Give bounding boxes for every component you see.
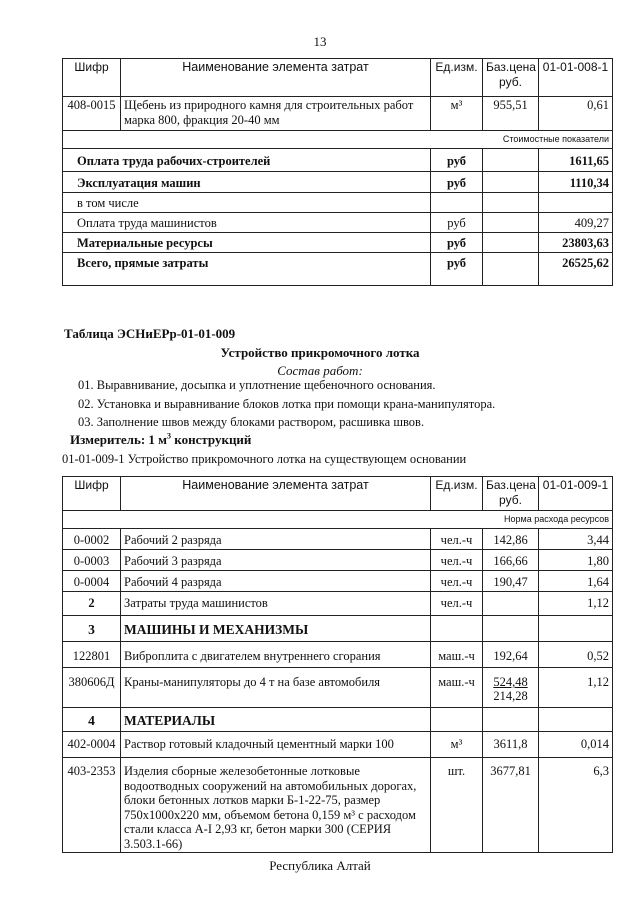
cost-row-operators (63, 213, 613, 233)
cost-unit: руб (431, 172, 483, 193)
row-name: Раствор готовый кладочный цементный марки 100 (121, 732, 431, 758)
table-title: Таблица ЭСНиЕРр-01-01-009 (64, 326, 236, 341)
row-unit: чел.-ч (431, 529, 483, 550)
header-norm: 01-01-009-1 (539, 477, 613, 511)
row-code: 408-0015 (63, 97, 121, 131)
cost-value: 23803,63 (539, 233, 613, 253)
cost-unit: руб (431, 149, 483, 172)
row-value: 1,12 (539, 668, 613, 708)
cost-row-total (63, 253, 613, 286)
table-row (63, 97, 613, 131)
row-price: 192,64 (483, 642, 539, 668)
cost-row-including (63, 193, 613, 213)
work-step-1: 01. Выравнивание, досыпка и уплотнение щебеночного основания. (78, 378, 436, 392)
row-code: 2 (63, 592, 121, 616)
row-price: 3677,81 (483, 758, 539, 853)
row-unit: маш.-ч (431, 642, 483, 668)
table-row (63, 732, 613, 758)
cost-row-materials (63, 233, 613, 253)
price-primary: 524,48 (493, 675, 528, 689)
subheader-norm: Норма расхода ресурсов (63, 511, 613, 529)
row-code: 403-2353 (63, 758, 121, 853)
row-price: 955,51 (483, 97, 539, 131)
table-row (63, 550, 613, 571)
cost-table-008 (62, 58, 613, 286)
section-title: МАШИНЫ И МЕХАНИЗМЫ (121, 616, 431, 642)
row-code: 122801 (63, 642, 121, 668)
page-number: 13 (313, 34, 327, 49)
row-value: 1,12 (539, 592, 613, 616)
section-code: 3 (63, 616, 121, 642)
header-unit: Ед.изм. (431, 477, 483, 511)
row-unit: чел.-ч (431, 592, 483, 616)
table-row (63, 529, 613, 550)
cost-row-labor (63, 149, 613, 172)
cost-label: Оплата труда машинистов (63, 213, 431, 233)
header-price: Баз.цена руб. (483, 59, 539, 97)
row-name: Изделия сборные железобетонные лотковые водоотводных сооружений на автомобильных дорогах, блоки бетонных лотков марки Б-1-22-75, размер 750х1000х220 мм, объемом бетона 0,159 м³ с расходом стали класса А-I 2,93 кг, бетон марки 300 (СЕРИЯ 3.503.1-66) (121, 758, 431, 853)
row-unit: м³ (431, 732, 483, 758)
section-code: 4 (63, 708, 121, 732)
row-unit: м³ (431, 97, 483, 131)
cost-value: 1110,34 (539, 172, 613, 193)
row-price: 190,47 (483, 571, 539, 592)
row-code: 0-0003 (63, 550, 121, 571)
row-price: 142,86 (483, 529, 539, 550)
header-unit: Ед.изм. (431, 59, 483, 97)
cost-label: Оплата труда рабочих-строителей (63, 149, 431, 172)
header-code: Шифр (63, 477, 121, 511)
table-header-row (63, 477, 613, 511)
row-value: 1,64 (539, 571, 613, 592)
subheader-row (63, 131, 613, 149)
measurement-unit: Измеритель: 1 $м^3$ конструкций (70, 431, 252, 447)
cost-value: 26525,62 (539, 253, 613, 286)
section-row-materials (63, 708, 613, 732)
cost-unit: руб (431, 233, 483, 253)
row-value: 0,61 (539, 97, 613, 131)
header-price: Баз.цена руб. (483, 477, 539, 511)
price-secondary: 214,28 (493, 689, 528, 703)
norm-variant: 01-01-009-1 Устройство прикромочного лотка на существующем основании (62, 452, 467, 466)
row-name: Виброплита с двигателем внутреннего сгорания (121, 642, 431, 668)
cost-unit: руб (431, 253, 483, 286)
table-row (63, 758, 613, 853)
table-header-row (63, 59, 613, 97)
row-price: 3611,8 (483, 732, 539, 758)
row-value: 1,80 (539, 550, 613, 571)
cost-value: 409,27 (539, 213, 613, 233)
header-norm: 01-01-008-1 (539, 59, 613, 97)
row-value: 0,014 (539, 732, 613, 758)
table-row (63, 642, 613, 668)
work-step-3: 03. Заполнение швов между блоками раствором, расшивка швов. (78, 415, 425, 429)
cost-label: Материальные ресурсы (63, 233, 431, 253)
row-unit: чел.-ч (431, 571, 483, 592)
cost-label: Эксплуатация машин (63, 172, 431, 193)
table-row (63, 668, 613, 708)
subheader-row (63, 511, 613, 529)
row-unit: чел.-ч (431, 550, 483, 571)
header-code: Шифр (63, 59, 121, 97)
row-value: 3,44 (539, 529, 613, 550)
section-row-machines (63, 616, 613, 642)
row-value: 6,3 (539, 758, 613, 853)
row-value: 0,52 (539, 642, 613, 668)
row-unit: шт. (431, 758, 483, 853)
header-name: Наименование элемента затрат (121, 59, 431, 97)
work-step-2: 02. Установка и выравнивание блоков лотка при помощи крана-манипулятора. (78, 397, 496, 411)
cost-row-machines (63, 172, 613, 193)
row-name: Щебень из природного камня для строительных работ марка 800, фракция 20-40 мм (121, 97, 431, 131)
header-name: Наименование элемента затрат (121, 477, 431, 511)
row-name: Рабочий 4 разряда (121, 571, 431, 592)
page-footer: Республика Алтай (269, 858, 371, 873)
subheader-cost: Стоимостные показатели (63, 131, 613, 149)
cost-unit: руб (431, 213, 483, 233)
section-title: МАТЕРИАЛЫ (121, 708, 431, 732)
row-name: Краны-манипуляторы до 4 т на базе автомобиля (121, 668, 431, 708)
cost-value: 1611,65 (539, 149, 613, 172)
row-price (483, 592, 539, 616)
row-price: 166,66 (483, 550, 539, 571)
row-code: 0-0004 (63, 571, 121, 592)
cost-label: Всего, прямые затраты (63, 253, 431, 286)
row-code: 402-0004 (63, 732, 121, 758)
row-name: Затраты труда машинистов (121, 592, 431, 616)
row-code: 0-0002 (63, 529, 121, 550)
row-code: 380606Д (63, 668, 121, 708)
resource-table-009 (62, 476, 613, 853)
row-price (483, 668, 539, 708)
row-name: Рабочий 3 разряда (121, 550, 431, 571)
table-row (63, 571, 613, 592)
cost-label: в том числе (63, 193, 431, 213)
row-name: Рабочий 2 разряда (121, 529, 431, 550)
work-heading: Состав работ: (277, 363, 363, 378)
row-unit: маш.-ч (431, 668, 483, 708)
operators-row (63, 592, 613, 616)
section-caption: Устройство прикромочного лотка (220, 345, 420, 360)
